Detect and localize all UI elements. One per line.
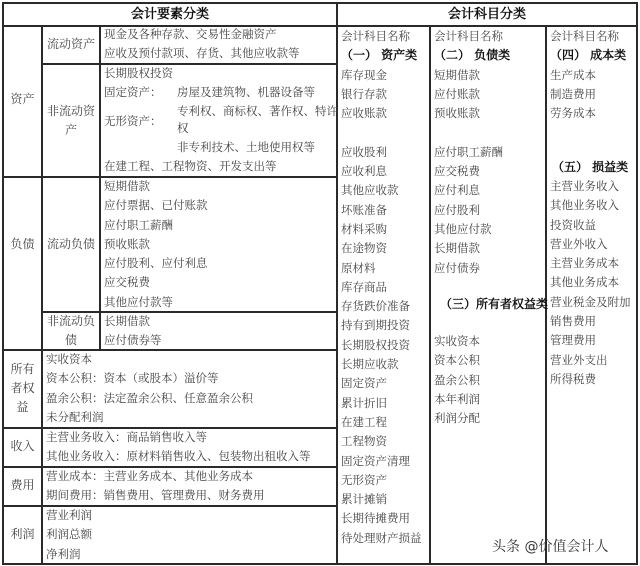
label-line: 者权 [10,381,35,395]
list-item: 利润分配 [434,411,480,426]
list-item: 工程物资 [341,434,387,449]
list-item: 未分配利润 [46,409,104,424]
list-item: 资本公积：资本（或股本）溢价等 [46,371,219,386]
list-item: 营业外支出 [550,352,608,367]
category-heading: （四） 成本类 [550,48,627,63]
list-item: 盈余公积：法定盈余公积、任意盈余公积 [46,390,253,405]
list-item: 长期待摊费用 [341,511,410,526]
list-item: 材料采购 [341,221,387,236]
list-item: 其他业务收入 [550,198,619,213]
list-item: 应付职工薪酬 [104,217,173,232]
table-border-top [2,2,638,4]
current-liabilities-list [104,177,208,312]
fixed-assets-label: 固定资产： [104,85,162,99]
list-item: 持有到期投资 [341,318,410,333]
list-item: 长期借款 [434,241,480,256]
list-item: 销售费用 [550,314,596,329]
current-assets-label: 流动资产 [46,37,95,51]
list-item: 实收资本 [46,352,92,366]
list-item: 利润总额 [46,527,92,542]
assets-label: 资产 [10,92,35,106]
list-item: 盈余公积 [434,372,480,387]
pl-category-heading: （五） 损益类 [552,160,629,174]
list-item: 应交税费 [104,275,150,290]
list-item: 投资收益 [550,217,596,232]
label-line: 非流动负 [46,314,95,328]
fixed-assets-value: 房屋及建筑物、机器设备等 [177,85,315,99]
list-item: 长期借款 [104,314,150,328]
list-item: 净利润 [46,546,81,561]
expenses-label: 费用 [10,478,35,492]
right-col1-divider [429,25,431,565]
list-item: 短期借款 [104,179,150,193]
profit-label: 利润 [10,527,35,541]
list-item: 其他应付款等 [104,294,173,309]
list-item: 期间费用：销售费用、管理费用、财务费用 [46,488,265,503]
list-item: 预收账款 [104,236,150,251]
list-item: 应收账款 [341,106,387,121]
list-item: 累计折旧 [341,395,387,410]
watermark: 头条 @价值会计人 [492,539,609,555]
list-item: 应收股利 [341,144,387,159]
list-item: 其他业务成本 [550,275,619,290]
list-item: 资本公积 [434,353,480,368]
intangible-assets-value: 非专利技术、土地使用权等 [177,140,315,154]
equity-category-heading: （三）所有者权益类 [440,297,549,311]
current-assets-item: 现金及各种存款、交易性金融资产 [104,27,277,41]
list-item: 固定资产 [341,376,387,391]
list-item: 预收账款 [434,106,480,121]
list-item: 待处理财产损益 [341,530,422,545]
list-item: 其他业务收入：原材料销售收入、包装物出租收入等 [46,449,311,464]
list-item [434,123,510,142]
non-current-assets-label [43,102,99,140]
list-item: 在途物资 [341,241,387,256]
list-item: 无形资产 [341,472,387,487]
label-line: 非流动资 [46,104,95,118]
list-item: 应付债券 [434,260,480,275]
list-item: 银行存款 [341,86,387,101]
list-item: 原材料 [341,260,376,275]
expenses-list [46,467,265,506]
revenue-label: 收入 [10,439,35,453]
non-current-liabilities-list [104,312,162,351]
intangible-assets-label: 无形资产： [104,114,162,128]
list-item: 长期股权投资 [341,337,410,352]
profit-list [46,506,92,564]
table-border-right [636,2,638,565]
current-assets-item: 应收及预付款项、存货、其他应收款等 [104,46,300,60]
intangible-assets-value: 专利权、商标权、著作权、特许 [177,104,338,118]
header-divider [2,25,638,27]
list-item: 库存现金 [341,67,387,82]
left-table-title: 会计要素分类 [130,7,209,22]
list-item: 长期应收款 [341,357,399,372]
column-heading: 会计科目名称 [341,29,410,43]
revenue-list [46,428,311,467]
list-item: 应付职工薪酬 [434,144,503,159]
list-item: 其他应付款 [434,221,492,236]
non-current-assets-item: 长期股权投资 [104,66,173,80]
list-item: 在建工程 [341,414,387,429]
list-item: 主营业务收入：商品销售收入等 [46,430,207,444]
equity-label [4,360,41,417]
current-liabilities-label: 流动负债 [46,237,95,251]
intangible-assets-value: 权 [177,121,189,135]
list-item: 应交税费 [434,164,480,179]
non-current-liabilities-label [43,312,99,350]
column-heading: 会计科目名称 [550,29,619,43]
list-item: 短期借款 [434,67,480,82]
list-item: 营业外收入 [550,236,608,251]
label-line: 所有 [10,362,35,376]
list-item: 营业成本：主营业务成本、其他业务成本 [46,469,253,483]
list-item: 生产成本 [550,67,596,82]
cost-accounts-column [550,27,626,123]
list-item: 主营业务收入 [550,179,619,193]
liability-accounts-column [434,27,510,278]
label-line: 产 [64,123,77,137]
list-item: 其他应收款 [341,183,399,198]
list-item: 主营业务成本 [550,256,619,271]
left-col2-divider [99,25,101,349]
list-item: 制造费用 [550,86,596,101]
list-item: 应付股利 [434,202,480,217]
equity-list [46,350,253,427]
list-item: 应付票据、已付账款 [104,198,208,213]
table-border-bottom [2,563,638,565]
list-item: 存货跌价准备 [341,299,410,314]
list-item: 应付利息 [434,183,480,198]
list-item: 实收资本 [434,334,480,348]
list-item: 劳务成本 [550,106,596,121]
tables-divider [336,2,338,565]
list-item [341,123,422,142]
list-item: 所得税费 [550,371,596,386]
list-item: 库存商品 [341,279,387,294]
category-heading: （二） 负债类 [434,48,511,63]
label-line: 债 [64,333,77,347]
right-table-title: 会计科目分类 [447,7,526,22]
list-item: 固定资产清理 [341,453,410,468]
equity-accounts-list [434,332,480,428]
liabilities-label: 负债 [10,237,35,251]
list-item: 营业税金及附加 [550,294,631,309]
list-item: 应付债券等 [104,333,162,348]
non-current-assets-item: 在建工程、工程物资、开发支出等 [104,159,277,173]
pl-accounts-list [550,177,631,389]
column-heading: 会计科目名称 [434,29,503,43]
list-item: 应付股利、应付利息 [104,256,208,271]
list-item: 累计摊销 [341,492,387,507]
list-item: 管理费用 [550,333,596,348]
category-heading: （一） 资产类 [341,48,418,63]
list-item: 应付账款 [434,86,480,101]
list-item: 本年利润 [434,391,480,406]
list-item: 营业利润 [46,508,92,522]
list-item: 应收利息 [341,164,387,179]
label-line: 益 [16,400,29,414]
asset-accounts-column [341,27,422,548]
list-item: 坏账准备 [341,202,387,217]
